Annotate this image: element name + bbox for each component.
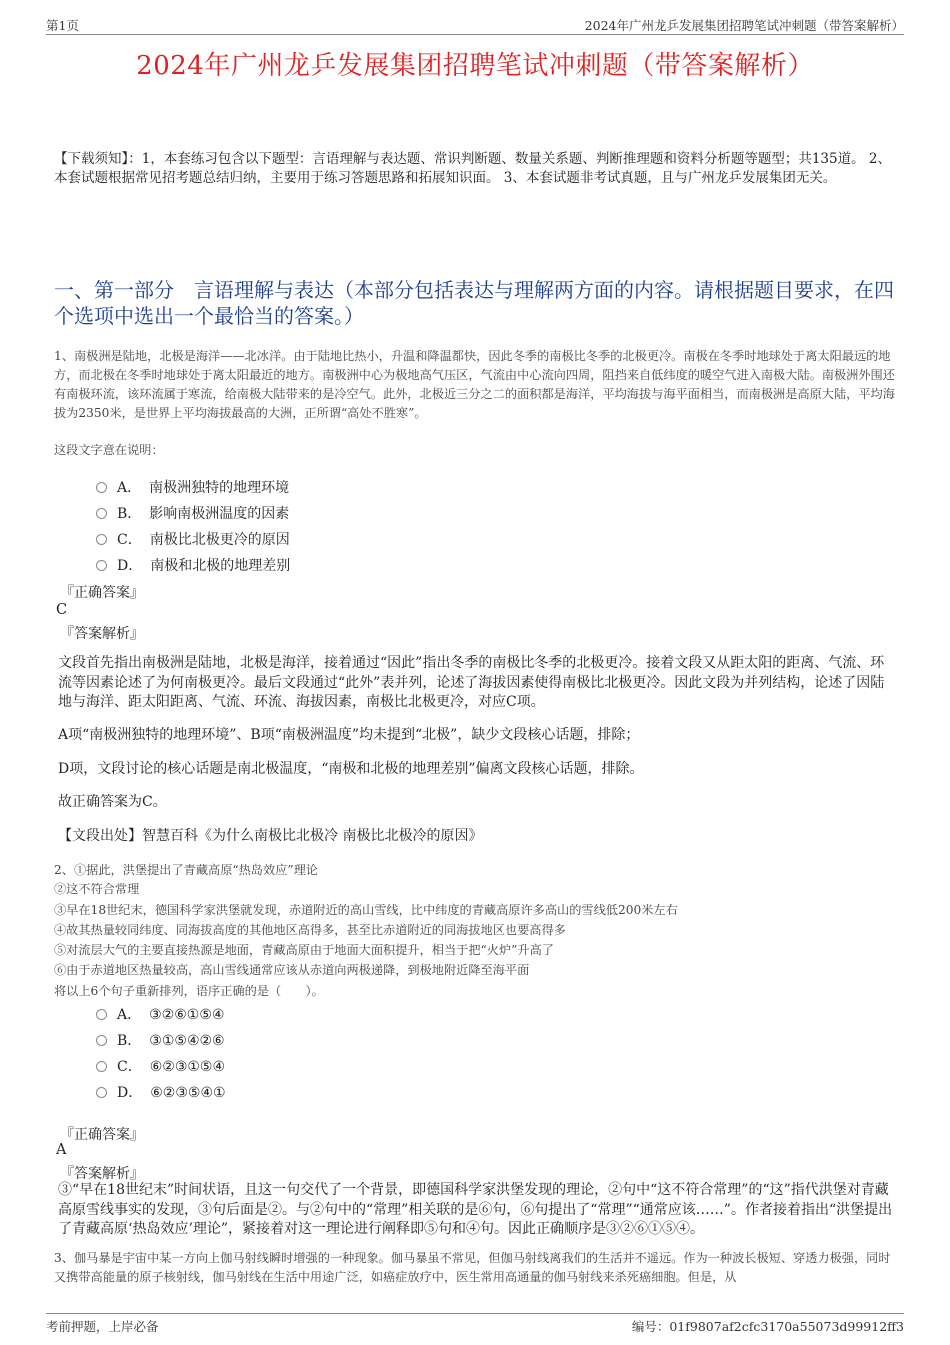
q1-stem: 1、南极洲是陆地，北极是海洋——北冰洋。由于陆地比热小，升温和降温都快，因此冬季的南极比冬季的北极更冷。南极在冬季时地球处于离太阳最远的地方，而北极在冬季时地球处于离太阳最近的地方。南极洲中心为极地高气压区，气流由中心流向四周，阻挡来自低纬度的暖空气进入南极大陆。南极洲外围还有南极环流，该环流属于寒流，给南极大陆带来的是冷空气。此外，北极近三分之二的面积都是海洋，平均海拔与海平面相当，而南极洲是高原大陆，平均海拔为2350米，是世界上平均海拔最高的大洲，正所谓“高处不胜寒”。 (54, 349, 895, 420)
q1-analysis-p1: 文段首先指出南极洲是陆地，北极是海洋，接着通过“因此”指出冬季的南极比冬季的北极更冷。接着文段又从距太阳的距离、气流、环流等因素论述了为何南极更冷。最后文段通过“此外”表并列，论述了海拔因素使得南极比北极更冷。因此文段为并列结构，论述了因陆地与海洋、距太阳距离、气流、环流、海拔因素，南极比北极更冷，对应C项。 (58, 655, 885, 710)
radio-icon[interactable] (96, 1061, 107, 1072)
radio-icon[interactable] (96, 534, 107, 545)
q2-analysis: ③“早在18世纪末”时间状语，且这一句交代了一个背景，即德国科学家洪堡发现的理论，②句中“这不符合常理”的“这”指代洪堡对青藏高原雪线事实的发现，③句后面是②。与②句中的“常理”相关联的是⑥句，⑥句提出了“常理”“通常应该……”。作者接着指出“洪堡提出了青藏高原‘热岛效应’理论”，紧接着对这一理论进行阐释即⑤句和④句。因此正确顺序是③②⑥①⑤④。 (58, 1182, 893, 1237)
q2-answer-label: 『正确答案』 (60, 1127, 144, 1143)
radio-icon[interactable] (96, 1009, 107, 1020)
q2-line-5: ⑤对流层大气的主要直接热源是地面，青藏高原由于地面大面积提升，相当于把“火炉”升高了 (54, 943, 554, 957)
q2-line-2: ②这不符合常理 (54, 882, 140, 896)
footer-slogan: 考前押题，上岸必备 (46, 1319, 159, 1334)
q2-question: 将以上6个句子重新排列，语序正确的是（ ）。 (54, 984, 324, 998)
page-title: 2024年广州龙乒发展集团招聘笔试冲刺题（带答案解析） (136, 51, 814, 81)
download-notice: 【下载须知】：1，本套练习包含以下题型：言语理解与表达题、常识判断题、数量关系题、判断推理题和资料分析题等题型；共135道。 2、本套试题根据常见招考题总结归纳，主要用于练习答题思路和拓展知识面。 3、本套试题非考试真题，且与广州龙乒发展集团无关。 (54, 151, 891, 186)
q1-option-d[interactable]: D． 南极和北极的地理差别 (96, 555, 290, 575)
header-doc-title: 2024年广州龙乒发展集团招聘笔试冲刺题（带答案解析） (584, 18, 904, 33)
radio-icon[interactable] (96, 508, 107, 519)
q2-option-d[interactable]: D． ⑥②③⑤④① (96, 1082, 226, 1102)
page-number: 第1页 (46, 18, 79, 33)
q1-analysis-p2: A项“南极洲独特的地理环境”、B项“南极洲温度”均未提到“北极”，缺少文段核心话题，排除； (58, 727, 640, 743)
page-footer (46, 1313, 904, 1334)
radio-icon[interactable] (96, 1087, 107, 1098)
q2-option-a[interactable]: A． ③②⑥①⑤④ (96, 1004, 224, 1024)
q1-analysis-p3: D项，文段讨论的核心话题是南北极温度，“南极和北极的地理差别”偏离文段核心话题，排除。 (58, 761, 644, 777)
q2-answer: A (56, 1142, 67, 1158)
q1-option-c[interactable]: C． 南极比北极更冷的原因 (96, 529, 290, 549)
footer-serial: 编号：01f9807af2cfc3170a55073d99912ff3 (631, 1319, 904, 1334)
q1-question: 这段文字意在说明： (54, 443, 164, 457)
q2-option-c[interactable]: C． ⑥②③①⑤④ (96, 1056, 225, 1076)
q2-line-1: 2、①据此，洪堡提出了青藏高原“热岛效应”理论 (54, 863, 318, 877)
q2-line-4: ④故其热量较同纬度、同海拔高度的其他地区高得多，甚至比赤道附近的同海拔地区也要高得多 (54, 923, 566, 937)
q2-line-3: ③早在18世纪末，德国科学家洪堡就发现，赤道附近的高山雪线，比中纬度的青藏高原许多高山的雪线低200米左右 (54, 903, 678, 917)
q1-source: 【文段出处】智慧百科《为什么南极比北极冷 南极比北极冷的原因》 (58, 828, 483, 844)
q1-answer-label: 『正确答案』 (60, 585, 144, 601)
radio-icon[interactable] (96, 1035, 107, 1046)
radio-icon[interactable] (96, 482, 107, 493)
q1-option-a[interactable]: A． 南极洲独特的地理环境 (96, 477, 289, 497)
page-header (46, 14, 904, 35)
section-title: 一、第一部分 言语理解与表达（本部分包括表达与理解两方面的内容。请根据题目要求，在四个选项中选出一个最恰当的答案。） (54, 278, 894, 328)
radio-icon[interactable] (96, 560, 107, 571)
q3-stem: 3、伽马暴是宇宙中某一方向上伽马射线瞬时增强的一种现象。伽马暴虽不常见，但伽马射线离我们的生活并不遥远。作为一种波长极短、穿透力极强，同时又携带高能量的原子核射线，伽马射线在生活中用途广泛，如癌症放疗中，医生常用高通量的伽马射线来杀死癌细胞。但是，从 (54, 1251, 891, 1284)
q2-analysis-label: 『答案解析』 (60, 1166, 144, 1182)
q2-line-6: ⑥由于赤道地区热量较高，高山雪线通常应该从赤道向两极递降，到极地附近降至海平面 (54, 963, 530, 977)
q1-answer: C (56, 602, 68, 618)
q2-option-b[interactable]: B． ③①⑤④②⑥ (96, 1030, 225, 1050)
q1-analysis-p4: 故正确答案为C。 (58, 794, 167, 810)
q1-option-b[interactable]: B． 影响南极洲温度的因素 (96, 503, 289, 523)
q1-analysis-label: 『答案解析』 (60, 626, 144, 642)
